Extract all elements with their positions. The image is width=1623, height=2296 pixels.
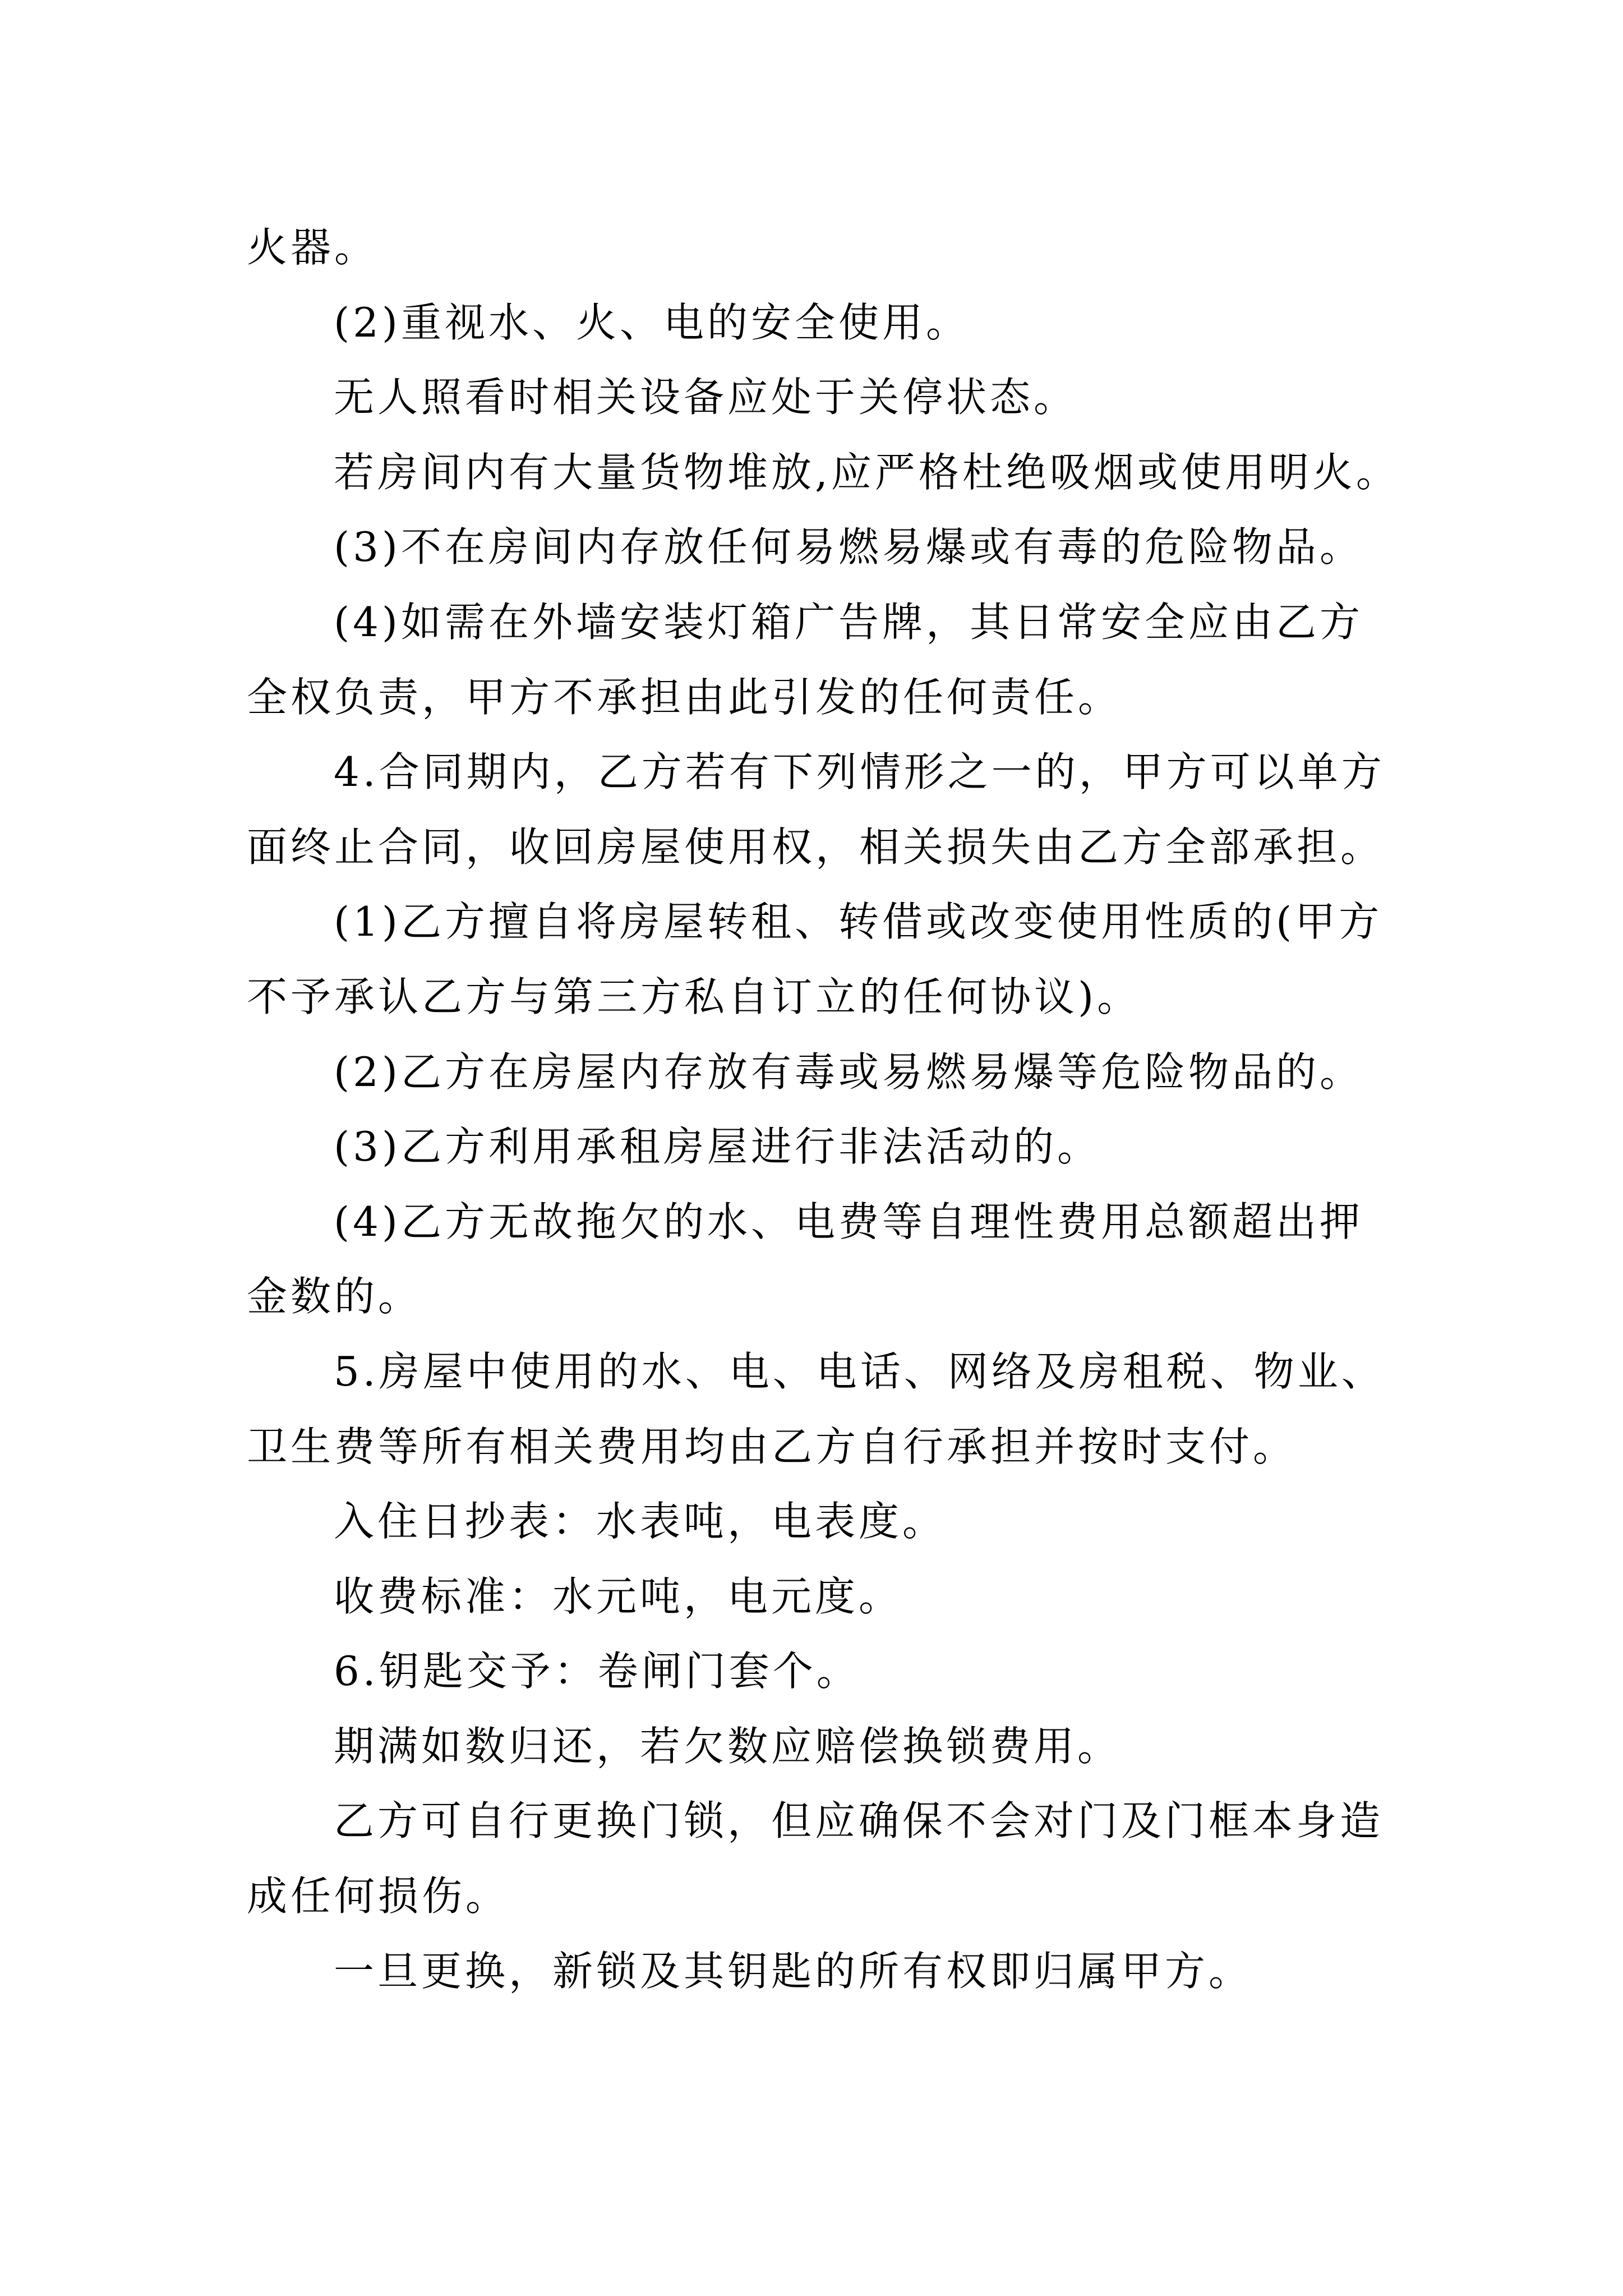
text-line: 若房间内有大量货物堆放,应严格杜绝吸烟或使用明火。 bbox=[334, 448, 1400, 496]
text-line: 面终止合同，收回房屋使用权，相关损失由乙方全部承担。 bbox=[247, 823, 1385, 871]
text-line: 乙方可自行更换门锁，但应确保不会对门及门框本身造 bbox=[334, 1797, 1384, 1845]
text-line: 火器。 bbox=[247, 224, 379, 271]
text-line: 金数的。 bbox=[247, 1273, 422, 1320]
text-line: (1)乙方擅自将房屋转租、转借或改变使用性质的(甲方 bbox=[334, 898, 1383, 946]
text-line: 卫生费等所有相关费用均由乙方自行承担并按时支付。 bbox=[247, 1423, 1297, 1470]
text-line: (4)乙方无故拖欠的水、电费等自理性费用总额超出押 bbox=[334, 1198, 1363, 1245]
text-line: 全权负责，甲方不承担由此引发的任何责任。 bbox=[247, 673, 1122, 721]
text-line: 一旦更换，新锁及其钥匙的所有权即归属甲方。 bbox=[334, 1947, 1253, 1995]
text-line: 5.房屋中使用的水、电、电话、网络及房租税、物业、 bbox=[334, 1347, 1385, 1395]
text-line: 无人照看时相关设备应处于关停状态。 bbox=[334, 374, 1078, 421]
text-line: (2)重视水、火、电的安全使用。 bbox=[334, 298, 970, 346]
text-line: 6.钥匙交予：卷闸门套个。 bbox=[334, 1648, 860, 1695]
text-line: (2)乙方在房屋内存放有毒或易燃易爆等危险物品的。 bbox=[334, 1048, 1363, 1096]
text-line: 收费标准：水元吨，电元度。 bbox=[334, 1572, 903, 1620]
text-line: (3)不在房间内存放任何易燃易爆或有毒的危险物品。 bbox=[334, 523, 1363, 571]
text-line: (3)乙方利用承租房屋进行非法活动的。 bbox=[334, 1123, 1101, 1171]
text-line: 期满如数归还，若欠数应赔偿换锁费用。 bbox=[334, 1722, 1122, 1770]
text-line: 成任何损伤。 bbox=[247, 1872, 510, 1920]
text-line: 入住日抄表：水表吨，电表度。 bbox=[334, 1498, 947, 1545]
text-line: 4.合同期内，乙方若有下列情形之一的，甲方可以单方 bbox=[334, 748, 1385, 796]
document-body bbox=[247, 210, 1400, 2009]
text-line: (4)如需在外墙安装灯箱广告牌，其日常安全应由乙方 bbox=[334, 598, 1363, 646]
text-line: 不予承认乙方与第三方私自订立的任何协议)。 bbox=[247, 973, 1141, 1020]
